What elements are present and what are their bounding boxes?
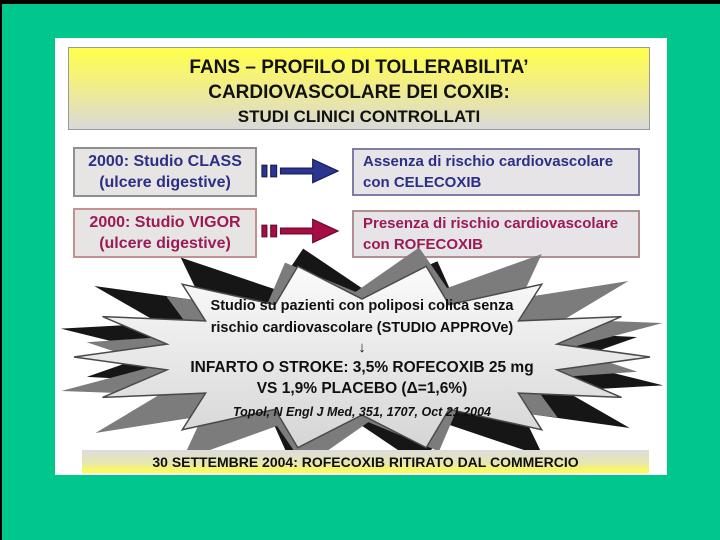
approve-study-line2: rischio cardiovascolare (STUDIO APPROVe) (210, 320, 514, 336)
striped-right-arrow-red-icon (261, 216, 339, 246)
top-black-edge (0, 0, 720, 4)
slide-title-line2: CARDIOVASCOLARE DEI COXIB: (208, 82, 510, 103)
approve-study-line1: Studio su pazienti con poliposi colica senza (210, 298, 514, 314)
result-celecoxib-line2: con CELECOXIB (363, 174, 482, 191)
study-class-label: 2000: Studio CLASS (88, 153, 242, 170)
footer-banner-text: 30 SETTEMBRE 2004: ROFECOXIB RITIRATO DAL COMMERCIO (152, 453, 579, 470)
down-arrow-icon: ↓ (358, 339, 366, 356)
left-black-edge (0, 0, 2, 540)
result-celecoxib-line1: Assenza di rischio cardiovascolare (363, 153, 614, 170)
result-rofecoxib-box (352, 210, 640, 258)
striped-right-arrow-blue-icon (261, 156, 339, 186)
study-class-box (73, 147, 257, 197)
study-vigor-label: 2000: Studio VIGOR (89, 214, 241, 231)
slide-title-line3: STUDI CLINICI CONTROLLATI (237, 107, 481, 126)
citation-text: Topol, N Engl J Med, 351, 1707, Oct 21 2004 (233, 405, 491, 419)
study-vigor-box (73, 208, 257, 258)
result-rofecoxib-line2: con ROFECOXIB (363, 236, 484, 253)
infarto-stroke-line1: INFARTO O STROKE: 3,5% ROFECOXIB 25 mg (190, 359, 534, 376)
infarto-stroke-line2: VS 1,9% PLACEBO (Δ=1,6%) (256, 380, 468, 397)
result-rofecoxib-line1: Presenza di rischio cardiovascolare (363, 215, 619, 232)
study-class-sublabel: (ulcere digestive) (99, 174, 231, 191)
slide-title-line1: FANS – PROFILO DI TOLLERABILITA’ (189, 57, 529, 78)
study-vigor-sublabel: (ulcere digestive) (99, 235, 231, 252)
explosion-text-block (72, 262, 652, 454)
slide-title-box (68, 47, 650, 130)
explosion-callout (72, 262, 652, 452)
footer-banner (82, 450, 649, 473)
presentation-slide (55, 38, 667, 475)
result-celecoxib-box (352, 148, 640, 196)
